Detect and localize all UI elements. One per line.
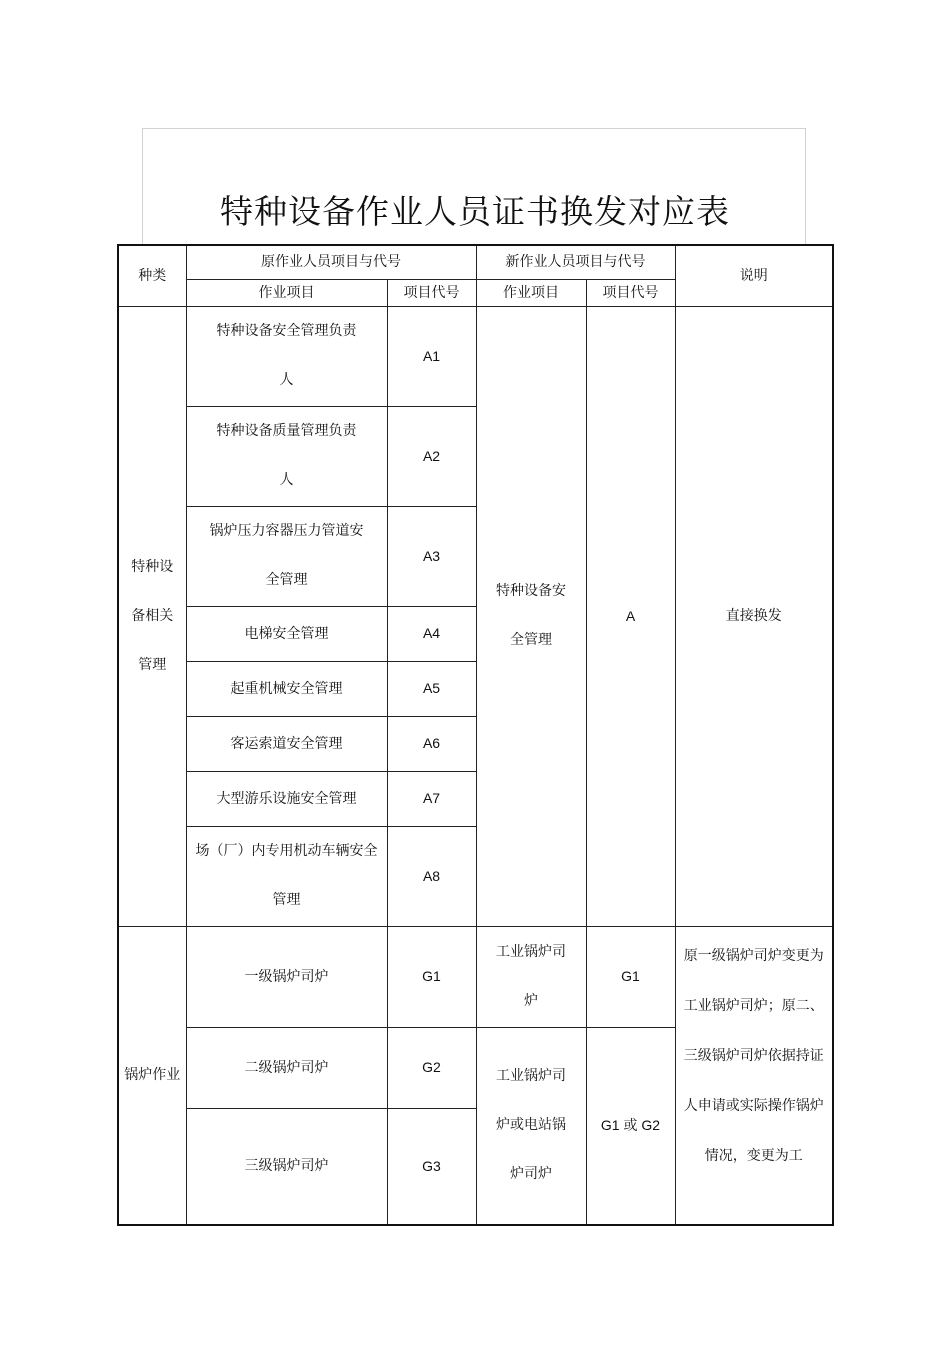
document-title: 特种设备作业人员证书换发对应表 xyxy=(220,192,730,231)
work-item-cell: 大型游乐设施安全管理 xyxy=(186,771,387,826)
header-original-group: 原作业人员项目与代号 xyxy=(186,245,476,279)
header-work-item: 作业项目 xyxy=(186,279,387,306)
item-code-cell: A8 xyxy=(387,826,476,926)
new-work-item-cell: 特种设备安全管理 xyxy=(476,306,586,926)
work-item-cell: 特种设备质量管理负责人 xyxy=(186,406,387,506)
work-item-cell: 二级锅炉司炉 xyxy=(186,1027,387,1108)
table-row xyxy=(118,306,833,406)
item-code-cell: A4 xyxy=(387,606,476,661)
work-item-cell: 客运索道安全管理 xyxy=(186,716,387,771)
new-item-code-cell: G1 或 G2 xyxy=(586,1027,675,1225)
category-cell: 锅炉作业 xyxy=(118,926,186,1225)
item-code-cell: G2 xyxy=(387,1027,476,1108)
item-code-cell: A5 xyxy=(387,661,476,716)
header-note: 说明 xyxy=(675,245,833,306)
item-code-cell: A3 xyxy=(387,506,476,606)
header-new-item-code: 项目代号 xyxy=(586,279,675,306)
new-work-item-cell: 工业锅炉司炉或电站锅炉司炉 xyxy=(476,1027,586,1225)
work-item-cell: 场（厂）内专用机动车辆安全管理 xyxy=(186,826,387,926)
work-item-cell: 三级锅炉司炉 xyxy=(186,1108,387,1225)
note-cell: 直接换发 xyxy=(675,306,833,926)
mapping-table xyxy=(117,244,834,1226)
item-code-cell: A2 xyxy=(387,406,476,506)
header-item-code: 项目代号 xyxy=(387,279,476,306)
item-code-cell: A6 xyxy=(387,716,476,771)
new-item-code-cell: A xyxy=(586,306,675,926)
item-code-cell: A7 xyxy=(387,771,476,826)
header-new-group: 新作业人员项目与代号 xyxy=(476,245,675,279)
header-new-work-item: 作业项目 xyxy=(476,279,586,306)
new-item-code-cell: G1 xyxy=(586,926,675,1027)
work-item-cell: 电梯安全管理 xyxy=(186,606,387,661)
item-code-cell: G3 xyxy=(387,1108,476,1225)
item-code-cell: G1 xyxy=(387,926,476,1027)
table-row xyxy=(118,926,833,1027)
item-code-cell: A1 xyxy=(387,306,476,406)
note-cell: 原一级锅炉司炉变更为工业锅炉司炉；原二、三级锅炉司炉依据持证人申请或实际操作锅炉情况，变更为工 xyxy=(675,926,833,1225)
work-item-cell: 一级锅炉司炉 xyxy=(186,926,387,1027)
work-item-cell: 特种设备安全管理负责人 xyxy=(186,306,387,406)
new-work-item-cell: 工业锅炉司炉 xyxy=(476,926,586,1027)
header-category: 种类 xyxy=(118,245,186,306)
category-cell: 特种设备相关管理 xyxy=(118,306,186,926)
work-item-cell: 锅炉压力容器压力管道安全管理 xyxy=(186,506,387,606)
work-item-cell: 起重机械安全管理 xyxy=(186,661,387,716)
